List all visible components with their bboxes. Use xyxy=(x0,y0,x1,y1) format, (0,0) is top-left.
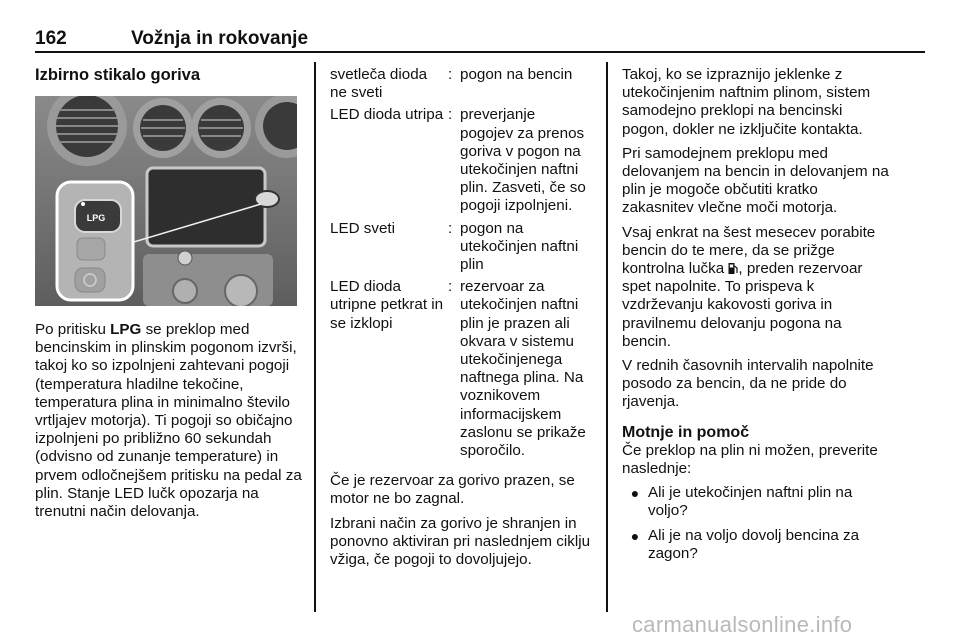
chapter-title: Vožnja in rokovanje xyxy=(131,28,309,49)
led-status-row: LED dioda utripa : preverjanje pogojev za prenos goriva v pogon na utekočinjen naftni plin. Zasveti, če so pogoji izpolnjeni. xyxy=(330,106,586,215)
section-title: Izbirno stikalo goriva xyxy=(35,66,201,84)
led-status-row: LED dioda utripne petkrat in se izklopi : rezervoar za utekočinjen naftni plin je prazen ali okvara v sistemu utekočinjenega naftnega plina. Na voznikovem informacijskem zaslonu se prikaže sporočilo. xyxy=(330,278,586,460)
fuel-selector-photo xyxy=(35,96,297,306)
infotainment-screen-icon xyxy=(147,168,265,246)
delay-paragraph: Pri samodejnem preklopu med delovanjem na bencin in delovanjem na plin je mogoče občutiti kratko zakasnitev vlečne moči motorja. xyxy=(622,144,889,217)
fuel-use-paragraph: Vsaj enkrat na šest mesecev porabite bencin do te mere, da se prižge kontrolna lučka , preden rezervoar spet napolnite. To prispeva k vzdrževanju kakovosti goriva in pravilnemu delovanju pogona na bencin. xyxy=(622,223,876,350)
header-rule xyxy=(35,51,925,53)
lpg-button-label: LPG xyxy=(86,213,106,223)
troubleshooting-intro: Če preklop na plin ni možen, preverite naslednje: xyxy=(622,441,878,478)
refill-paragraph: V rednih časovnih intervalih napolnite posodo za bencin, da ne pride do rjavenja. xyxy=(622,357,874,411)
right-column xyxy=(622,66,890,563)
page-number: 162 xyxy=(35,28,67,49)
bullet-icon: ● xyxy=(630,485,640,502)
page-header xyxy=(35,28,925,50)
column-divider-2 xyxy=(606,62,608,612)
empty-tank-paragraph: Če je rezervoar za gorivo prazen, se motor ne bo zagnal. xyxy=(330,472,575,508)
list-item: ● Ali je na voljo dovolj bencina za zagon? xyxy=(622,527,890,563)
bullet-icon: ● xyxy=(630,527,640,544)
list-item: ● Ali je utekočinjen naftni plin na voljo? xyxy=(622,484,890,520)
intro-paragraph: Po pritisku LPG se preklop med bencinskim in plinskim pogonom izvrši, takoj ko so izpolnjeni zahtevani pogoji (temperatura hladilne tekočine, temperatura plina in minimalno število vrtljajev motorja). Ti pogoji so običajno izpolnjeni po približno 60 sekundah (odvisno od zunanje temperature) in prvem odločnejšem pritisku na pedal za plin. Stanje LED lučk opozarja na trenutni način delovanja. xyxy=(35,321,302,521)
led-status-row: LED sveti : pogon na utekočinjen naftni plin xyxy=(330,219,579,274)
dashboard-illustration xyxy=(35,96,297,306)
stored-mode-paragraph: Izbrani način za gorivo je shranjen in ponovno aktiviran pri naslednjem ciklju vžiga, če pogoji to dovoljujejo. xyxy=(330,514,591,569)
troubleshooting-heading: Motnje in pomoč xyxy=(622,423,750,441)
fuel-pump-icon xyxy=(728,262,738,275)
led-status-list xyxy=(330,66,592,569)
led-status-row: svetleča dioda ne sveti : pogon na bencin xyxy=(330,66,573,102)
auto-switch-paragraph: Takoj, ko se izpraznijo jeklenke z utekočinjenim naftnim plinom, sistem samodejno preklopi na bencinski pogon, dokler ne izključite kontakta. xyxy=(622,66,871,138)
watermark: carmanualsonline.info xyxy=(632,612,853,637)
lpg-term: LPG xyxy=(110,321,142,338)
column-divider-1 xyxy=(314,62,316,612)
